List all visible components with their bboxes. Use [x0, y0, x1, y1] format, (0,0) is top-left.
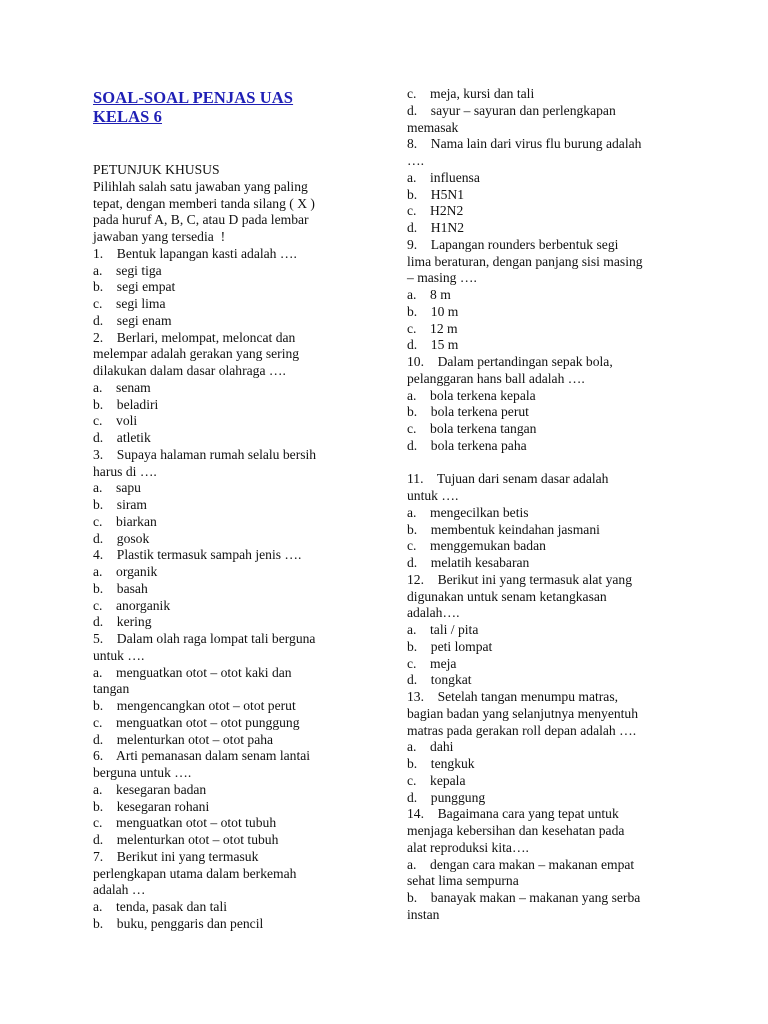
- text-line: instan: [407, 906, 440, 922]
- text-line: c. kepala: [407, 772, 466, 788]
- text-line: d. sayur – sayuran dan perlengkapan: [407, 102, 616, 118]
- text-line: d. tongkat: [407, 672, 472, 688]
- left-text-lines: [93, 162, 393, 933]
- text-line: d. melenturkan otot – otot tubuh: [93, 832, 279, 847]
- text-line: 10. Dalam pertandingan sepak bola,: [407, 354, 613, 369]
- text-line: dilakukan dalam dasar olahraga ….: [93, 363, 286, 378]
- text-line: a. menguatkan otot – otot kaki dan: [93, 664, 292, 680]
- text-line: b. buku, penggaris dan pencil: [93, 915, 264, 931]
- text-line: b. mengencangkan otot – otot perut: [93, 698, 296, 713]
- text-line: d. 15 m: [407, 337, 459, 353]
- text-line: harus di ….: [93, 463, 157, 479]
- text-line: c. menguatkan otot – otot punggung: [93, 714, 300, 730]
- text-line: b. kesegaran rohani: [93, 798, 210, 814]
- text-line: b. membentuk keindahan jasmani: [407, 521, 600, 537]
- left-column: [93, 88, 393, 933]
- text-line: bagian badan yang selanjutnya menyentuh: [407, 705, 639, 721]
- text-line: c. meja: [407, 655, 457, 671]
- title-line: KELAS 6: [93, 107, 163, 126]
- text-line: perlengkapan utama dalam berkemah: [93, 865, 297, 881]
- text-line: memasak: [407, 119, 459, 135]
- text-line: c. biarkan: [93, 513, 157, 529]
- text-line: d. atletik: [93, 430, 151, 445]
- text-line: d. gosok: [93, 530, 150, 546]
- text-line: ….: [407, 153, 424, 168]
- text-line: 14. Bagaimana cara yang tepat untuk: [407, 806, 619, 822]
- text-line: c. 12 m: [407, 320, 458, 336]
- text-line: adalah …: [93, 882, 146, 898]
- text-line: d. H1N2: [407, 220, 465, 235]
- text-line: melempar adalah gerakan yang sering: [93, 346, 300, 362]
- text-line: d. kering: [93, 614, 152, 630]
- text-line: [407, 455, 707, 472]
- text-line: c. voli: [93, 413, 138, 429]
- text-line: 7. Berikut ini yang termasuk: [93, 848, 259, 864]
- text-line: 11. Tujuan dari senam dasar adalah: [407, 471, 609, 487]
- text-line: c. anorganik: [93, 597, 171, 613]
- text-line: a. influensa: [407, 169, 480, 185]
- text-line: c. bola terkena tangan: [407, 421, 537, 436]
- right-text-lines: [407, 86, 707, 924]
- text-line: b. H5N1: [407, 186, 465, 202]
- text-line: a. dahi: [407, 739, 454, 755]
- text-line: untuk ….: [93, 647, 145, 663]
- text-line: a. sapu: [93, 480, 141, 496]
- text-line: b. banayak makan – makanan yang serba: [407, 890, 641, 905]
- document-title: [93, 88, 393, 126]
- text-line: 3. Supaya halaman rumah selalu bersih: [93, 446, 317, 462]
- text-line: d. punggung: [407, 789, 486, 805]
- text-line: digunakan untuk senam ketangkasan: [407, 588, 607, 604]
- text-line: c. segi lima: [93, 296, 166, 311]
- text-line: c. meja, kursi dan tali: [407, 86, 535, 101]
- text-line: – masing ….: [407, 270, 477, 286]
- text-line: sehat lima sempurna: [407, 873, 519, 889]
- text-line: pada huruf A, B, C, atau D pada lembar: [93, 212, 309, 228]
- text-line: a. mengecilkan betis: [407, 504, 529, 520]
- text-line: 6. Arti pemanasan dalam senam lantai: [93, 748, 311, 764]
- text-line: a. 8 m: [407, 287, 451, 302]
- text-line: alat reproduksi kita….: [407, 839, 529, 855]
- text-line: matras pada gerakan roll depan adalah ….: [407, 722, 637, 738]
- text-line: a. bola terkena kepala: [407, 387, 536, 403]
- text-line: adalah….: [407, 605, 460, 621]
- text-line: d. bola terkena paha: [407, 437, 527, 453]
- text-line: untuk ….: [407, 488, 459, 503]
- text-line: tangan: [93, 681, 130, 697]
- text-line: b. segi empat: [93, 279, 176, 295]
- title-line: SOAL-SOAL PENJAS UAS: [93, 88, 294, 107]
- text-line: Pilihlah salah satu jawaban yang paling: [93, 178, 308, 194]
- text-line: a. dengan cara makan – makanan empat: [407, 856, 635, 872]
- text-line: berguna untuk ….: [93, 765, 192, 780]
- text-line: menjaga kebersihan dan kesehatan pada: [407, 823, 625, 838]
- text-line: a. tali / pita: [407, 622, 479, 637]
- text-line: d. melatih kesabaran: [407, 555, 530, 570]
- text-line: d. melenturkan otot – otot paha: [93, 731, 274, 747]
- text-line: b. bola terkena perut: [407, 404, 529, 420]
- text-line: tepat, dengan memberi tanda silang ( X ): [93, 195, 315, 211]
- right-column: [407, 86, 707, 924]
- text-line: 4. Plastik termasuk sampah jenis ….: [93, 547, 302, 563]
- text-line: lima beraturan, dengan panjang sisi masing: [407, 253, 643, 269]
- text-line: a. organik: [93, 564, 158, 579]
- text-line: a. segi tiga: [93, 262, 162, 278]
- text-line: 9. Lapangan rounders berbentuk segi: [407, 236, 619, 252]
- text-line: c. H2N2: [407, 203, 464, 219]
- text-line: c. menguatkan otot – otot tubuh: [93, 815, 277, 831]
- text-line: 2. Berlari, melompat, meloncat dan: [93, 329, 296, 345]
- text-line: PETUNJUK KHUSUS: [93, 162, 220, 177]
- text-line: a. tenda, pasak dan tali: [93, 899, 227, 914]
- text-line: jawaban yang tersedia !: [93, 229, 226, 244]
- text-line: b. basah: [93, 580, 148, 596]
- text-line: 13. Setelah tangan menumpu matras,: [407, 689, 619, 704]
- text-line: b. 10 m: [407, 303, 459, 319]
- text-line: 12. Berikut ini yang termasuk alat yang: [407, 571, 633, 587]
- text-line: b. peti lompat: [407, 638, 493, 654]
- text-line: a. kesegaran badan: [93, 781, 207, 797]
- text-line: 5. Dalam olah raga lompat tali berguna: [93, 631, 316, 646]
- text-line: b. siram: [93, 497, 147, 512]
- text-line: 1. Bentuk lapangan kasti adalah ….: [93, 245, 297, 261]
- text-line: b. beladiri: [93, 396, 159, 412]
- text-line: b. tengkuk: [407, 756, 475, 771]
- text-line: a. senam: [93, 379, 151, 395]
- text-line: d. segi enam: [93, 312, 172, 328]
- text-line: pelanggaran hans ball adalah ….: [407, 370, 585, 386]
- text-line: c. menggemukan badan: [407, 538, 546, 554]
- text-line: 8. Nama lain dari virus flu burung adalah: [407, 136, 642, 152]
